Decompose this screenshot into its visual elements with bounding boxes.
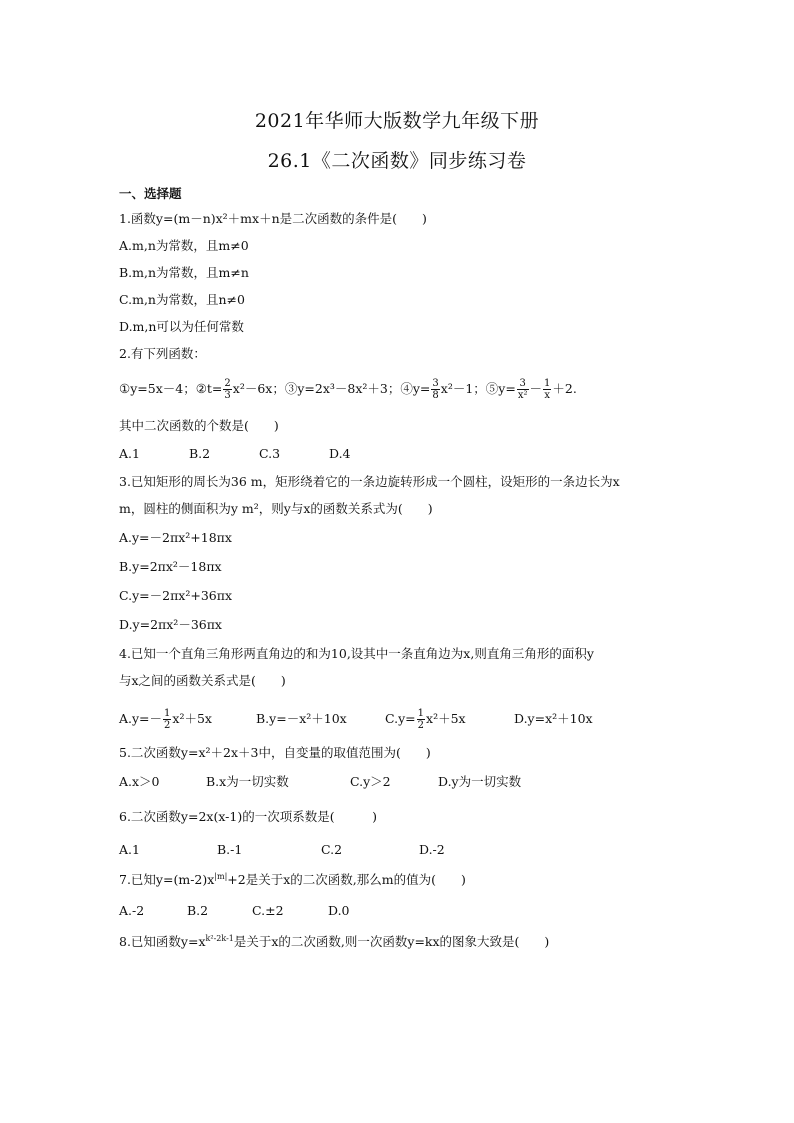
question-5-option-b: B.x为一切实数 xyxy=(206,774,289,789)
question-2-function-list xyxy=(119,378,577,401)
fraction-one-half xyxy=(417,708,425,731)
option-a-prefix: A.y=－ xyxy=(119,711,163,726)
option-c-suffix: x²＋5x xyxy=(426,711,466,726)
question-8-stem-suffix: 是关于x的二次函数,则一次函数y=kx的图象大致是( ) xyxy=(233,934,550,949)
fraction-denominator: 2 xyxy=(164,720,171,731)
question-6-options xyxy=(119,842,445,858)
exponent: k²-2k-1 xyxy=(205,933,234,943)
question-5-options xyxy=(119,774,521,790)
question-7-stem-suffix: +2是关于x的二次函数,那么m的值为( ) xyxy=(227,872,466,887)
question-7-option-c: C.±2 xyxy=(252,903,284,918)
fraction-one-half xyxy=(163,708,171,731)
question-2-option-b: B.2 xyxy=(189,446,211,461)
question-8-stem-prefix: 8.已知函数y=x xyxy=(119,934,206,949)
page-title: 2021年华师大版数学九年级下册 xyxy=(254,110,540,132)
question-7-stem-prefix: 7.已知y=(m-2)x xyxy=(119,872,215,887)
question-6-stem: 6.二次函数y=2x(x-1)的一次项系数是( ) xyxy=(119,809,377,824)
question-8-stem xyxy=(119,934,549,950)
question-7-options xyxy=(119,903,350,919)
fraction-denominator: 3 xyxy=(224,390,231,401)
question-5-stem: 5.二次函数y=x²＋2x＋3中，自变量的取值范围为( ) xyxy=(119,745,431,760)
question-6-option-d: D.-2 xyxy=(419,842,445,857)
function-5-minus: － xyxy=(529,381,543,396)
question-2-ask: 其中二次函数的个数是( ) xyxy=(119,418,279,433)
option-a-suffix: x²＋5x xyxy=(172,711,212,726)
option-c-prefix: C.y= xyxy=(385,711,416,726)
question-4-option-a xyxy=(119,708,256,731)
fraction-denominator: x² xyxy=(517,390,528,401)
question-4-options xyxy=(119,708,593,731)
question-5-option-a: A.x＞0 xyxy=(119,774,160,789)
question-3-option-d: D.y=2πx²－36πx xyxy=(119,617,222,632)
fraction-numerator: 1 xyxy=(417,708,425,719)
function-5-tail: ＋2. xyxy=(552,381,577,396)
fraction-numerator: 3 xyxy=(517,378,529,390)
question-6-option-b: B.-1 xyxy=(217,842,243,857)
question-1-option-d: D.m,n可以为任何常数 xyxy=(119,319,244,334)
question-7-option-d: D.0 xyxy=(328,903,350,918)
question-7-option-b: B.2 xyxy=(187,903,209,918)
question-1-stem: 1.函数y=(m－n)x²＋mx＋n是二次函数的条件是( ) xyxy=(119,211,427,226)
exponent: |m| xyxy=(214,871,228,881)
function-2-tail: x²－6x；③y=2x³－8x²＋3；④y= xyxy=(232,381,431,396)
fraction-numerator: 2 xyxy=(224,378,231,389)
question-2-options xyxy=(119,446,351,462)
fraction-one-over-x xyxy=(543,378,551,401)
page-subtitle: 26.1《二次函数》同步练习卷 xyxy=(267,150,527,172)
question-4-stem-line-2: 与x之间的函数关系式是( ) xyxy=(119,673,286,688)
question-6-option-a: A.1 xyxy=(119,842,140,857)
question-3-option-a: A.y=－2πx²+18πx xyxy=(119,530,232,545)
question-7-option-a: A.-2 xyxy=(119,903,145,918)
question-4-option-d: D.y=x²＋10x xyxy=(514,711,593,726)
fraction-numerator: 1 xyxy=(164,708,171,719)
question-1-option-b: B.m,n为常数，且m≠n xyxy=(119,265,249,280)
question-2-stem: 2.有下列函数： xyxy=(119,346,206,361)
fraction-denominator: x xyxy=(544,390,551,401)
question-2-option-a: A.1 xyxy=(119,446,140,461)
question-3-stem-line-1: 3.已知矩形的周长为36 m，矩形绕着它的一条边旋转形成一个圆柱，设矩形的一条边长为x xyxy=(119,474,620,489)
question-3-option-c: C.y=－2πx²+36πx xyxy=(119,588,233,603)
question-2-option-d: D.4 xyxy=(329,446,351,461)
question-3-stem-line-2: m，圆柱的侧面积为y m²，则y与x的函数关系式为( ) xyxy=(119,501,433,516)
fraction-numerator: 1 xyxy=(544,378,551,389)
question-3-option-b: B.y=2πx²－18πx xyxy=(119,559,222,574)
fraction-numerator: 3 xyxy=(432,378,439,389)
fraction-denominator: 8 xyxy=(432,390,439,401)
question-4-option-b: B.y=－x²＋10x xyxy=(256,711,347,726)
function-1-text: ①y=5x－4；②t= xyxy=(119,381,223,396)
fraction-three-eighths xyxy=(431,378,439,401)
question-5-option-c: C.y＞2 xyxy=(350,774,391,789)
question-7-stem xyxy=(119,872,466,888)
fraction-denominator: 2 xyxy=(417,720,425,731)
question-5-option-d: D.y为一切实数 xyxy=(438,774,522,789)
function-4-tail: x²－1；⑤y= xyxy=(440,381,516,396)
question-4-option-c xyxy=(385,708,514,731)
question-6-option-c: C.2 xyxy=(321,842,343,857)
question-2-option-c: C.3 xyxy=(259,446,281,461)
fraction-three-over-x-squared xyxy=(517,378,529,401)
fraction-two-thirds xyxy=(223,378,231,401)
question-1-option-c: C.m,n为常数，且n≠0 xyxy=(119,292,245,307)
section-heading: 一、选择题 xyxy=(119,186,182,201)
question-1-option-a: A.m,n为常数，且m≠0 xyxy=(119,238,249,253)
question-4-stem-line-1: 4.已知一个直角三角形两直角边的和为10,设其中一条直角边为x,则直角三角形的面积y xyxy=(119,646,594,661)
